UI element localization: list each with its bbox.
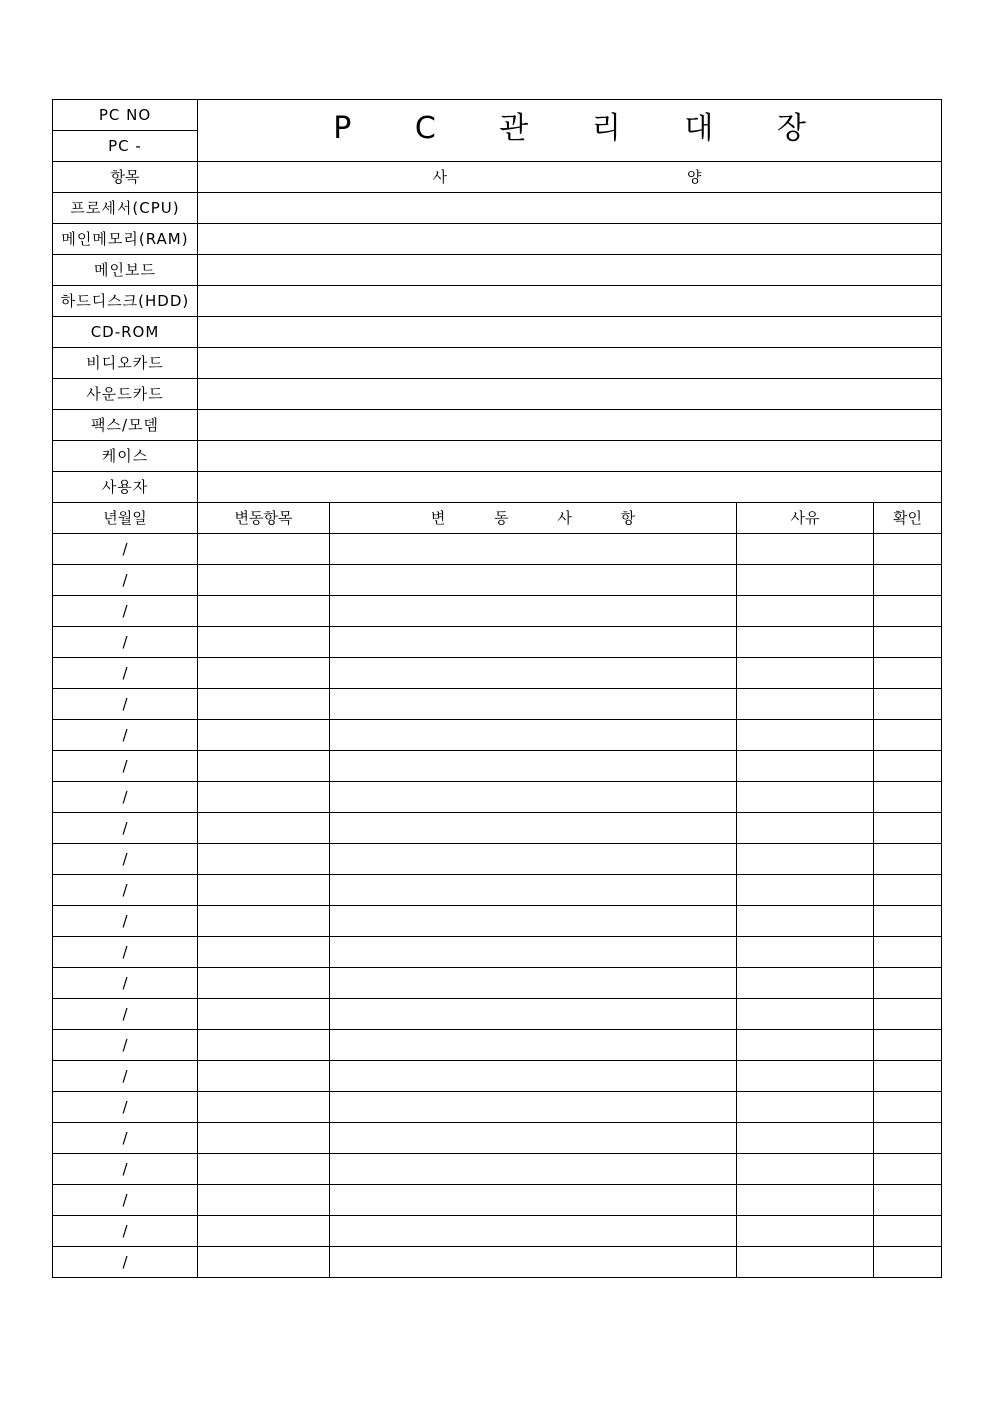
reason-field[interactable] <box>737 968 874 999</box>
reason-field[interactable] <box>737 658 874 689</box>
spec-item-label: 사운드카드 <box>53 379 198 410</box>
confirm-field[interactable] <box>874 1123 942 1154</box>
change-detail-column-header <box>330 503 737 534</box>
change-detail-field[interactable] <box>330 751 737 782</box>
change-detail-field[interactable] <box>330 906 737 937</box>
change-item-field[interactable] <box>198 1185 330 1216</box>
date-field[interactable]: / <box>53 627 198 658</box>
change-item-field[interactable] <box>198 1092 330 1123</box>
change-item-field[interactable] <box>198 534 330 565</box>
date-field[interactable]: / <box>53 937 198 968</box>
spec-item-label: 메인메모리(RAM) <box>53 224 198 255</box>
change-log-row <box>53 968 942 999</box>
spec-value-field[interactable] <box>198 317 942 348</box>
confirm-field[interactable] <box>874 751 942 782</box>
spec-item-label: 메인보드 <box>53 255 198 286</box>
date-field[interactable]: / <box>53 751 198 782</box>
spec-row <box>53 472 942 503</box>
pc-management-form <box>52 99 941 1278</box>
change-item-field[interactable] <box>198 627 330 658</box>
confirm-field[interactable] <box>874 1216 942 1247</box>
spec-item-label: 팩스/모뎀 <box>53 410 198 441</box>
change-detail-field[interactable] <box>330 1092 737 1123</box>
spec-item-label: CD-ROM <box>53 317 198 348</box>
change-item-field[interactable] <box>198 968 330 999</box>
confirm-field[interactable] <box>874 1092 942 1123</box>
spec-item-label: 하드디스크(HDD) <box>53 286 198 317</box>
confirm-field[interactable] <box>874 1247 942 1278</box>
reason-field[interactable] <box>737 906 874 937</box>
change-log-row <box>53 565 942 596</box>
confirm-field[interactable] <box>874 875 942 906</box>
reason-field[interactable] <box>737 534 874 565</box>
date-field[interactable]: / <box>53 1216 198 1247</box>
change-detail-header-text: 변 동 사 항 <box>430 509 658 527</box>
change-detail-field[interactable] <box>330 1185 737 1216</box>
change-item-field[interactable] <box>198 937 330 968</box>
change-detail-field[interactable] <box>330 720 737 751</box>
change-detail-field[interactable] <box>330 999 737 1030</box>
change-detail-field[interactable] <box>330 782 737 813</box>
reason-field[interactable] <box>737 813 874 844</box>
change-log-row <box>53 782 942 813</box>
change-detail-field[interactable] <box>330 1030 737 1061</box>
spec-item-label: 사용자 <box>53 472 198 503</box>
date-field[interactable]: / <box>53 999 198 1030</box>
spec-value-field[interactable] <box>198 348 942 379</box>
reason-field[interactable] <box>737 689 874 720</box>
date-field[interactable]: / <box>53 720 198 751</box>
date-field[interactable]: / <box>53 565 198 596</box>
date-field[interactable]: / <box>53 1092 198 1123</box>
date-field[interactable]: / <box>53 844 198 875</box>
reason-column-header: 사유 <box>737 503 874 534</box>
date-field[interactable]: / <box>53 534 198 565</box>
item-column-header: 항목 <box>53 162 198 193</box>
confirm-field[interactable] <box>874 1185 942 1216</box>
change-item-field[interactable] <box>198 1030 330 1061</box>
spec-item-label: 프로세서(CPU) <box>53 193 198 224</box>
change-detail-field[interactable] <box>330 658 737 689</box>
date-field[interactable]: / <box>53 1030 198 1061</box>
reason-field[interactable] <box>737 1123 874 1154</box>
change-log-row <box>53 627 942 658</box>
spec-row <box>53 193 942 224</box>
change-log-row <box>53 1030 942 1061</box>
date-field[interactable]: / <box>53 906 198 937</box>
confirm-field[interactable] <box>874 906 942 937</box>
confirm-field[interactable] <box>874 813 942 844</box>
change-log-row <box>53 596 942 627</box>
change-detail-field[interactable] <box>330 565 737 596</box>
reason-field[interactable] <box>737 875 874 906</box>
page-title <box>198 100 942 162</box>
change-detail-field[interactable] <box>330 1247 737 1278</box>
change-log-row <box>53 875 942 906</box>
change-item-field[interactable] <box>198 1154 330 1185</box>
spec-value-field[interactable] <box>198 193 942 224</box>
change-detail-field[interactable] <box>330 1154 737 1185</box>
spec-item-label: 케이스 <box>53 441 198 472</box>
confirm-field[interactable] <box>874 627 942 658</box>
pc-number-field[interactable]: PC - <box>53 131 198 162</box>
change-log-row <box>53 534 942 565</box>
change-log-row <box>53 689 942 720</box>
confirm-field[interactable] <box>874 1154 942 1185</box>
spec-row <box>53 348 942 379</box>
reason-field[interactable] <box>737 565 874 596</box>
change-log-row <box>53 1154 942 1185</box>
change-detail-field[interactable] <box>330 937 737 968</box>
reason-field[interactable] <box>737 627 874 658</box>
change-item-field[interactable] <box>198 782 330 813</box>
spec-header-right: 양 <box>687 168 702 186</box>
change-log-row <box>53 999 942 1030</box>
change-log-header-row <box>53 503 942 534</box>
change-item-field[interactable] <box>198 844 330 875</box>
change-item-field[interactable] <box>198 813 330 844</box>
reason-field[interactable] <box>737 937 874 968</box>
change-item-field[interactable] <box>198 689 330 720</box>
change-item-column-header: 변동항목 <box>198 503 330 534</box>
spec-item-label: 비디오카드 <box>53 348 198 379</box>
confirm-field[interactable] <box>874 596 942 627</box>
header-row-1 <box>53 100 942 131</box>
change-detail-field[interactable] <box>330 1123 737 1154</box>
change-item-field[interactable] <box>198 1216 330 1247</box>
confirm-field[interactable] <box>874 782 942 813</box>
change-log-row <box>53 937 942 968</box>
spec-row <box>53 317 942 348</box>
change-item-field[interactable] <box>198 565 330 596</box>
reason-field[interactable] <box>737 1030 874 1061</box>
change-item-field[interactable] <box>198 720 330 751</box>
date-field[interactable]: / <box>53 596 198 627</box>
change-item-field[interactable] <box>198 596 330 627</box>
date-field[interactable]: / <box>53 782 198 813</box>
reason-field[interactable] <box>737 999 874 1030</box>
date-field[interactable]: / <box>53 1061 198 1092</box>
date-field[interactable]: / <box>53 968 198 999</box>
change-detail-field[interactable] <box>330 534 737 565</box>
change-detail-field[interactable] <box>330 596 737 627</box>
confirm-field[interactable] <box>874 689 942 720</box>
pc-no-label: PC NO <box>53 100 198 131</box>
spec-header-left: 사 <box>432 168 447 186</box>
date-field[interactable]: / <box>53 875 198 906</box>
spec-row <box>53 379 942 410</box>
reason-field[interactable] <box>737 1216 874 1247</box>
spec-row <box>53 410 942 441</box>
reason-field[interactable] <box>737 751 874 782</box>
reason-field[interactable] <box>737 1061 874 1092</box>
spec-value-field[interactable] <box>198 441 942 472</box>
date-field[interactable]: / <box>53 1154 198 1185</box>
reason-field[interactable] <box>737 1092 874 1123</box>
confirm-field[interactable] <box>874 1061 942 1092</box>
spec-row <box>53 255 942 286</box>
change-detail-field[interactable] <box>330 627 737 658</box>
reason-field[interactable] <box>737 720 874 751</box>
spec-row <box>53 224 942 255</box>
confirm-field[interactable] <box>874 968 942 999</box>
change-detail-field[interactable] <box>330 844 737 875</box>
spec-row <box>53 441 942 472</box>
change-log-row <box>53 844 942 875</box>
date-field[interactable]: / <box>53 658 198 689</box>
spec-header-row <box>53 162 942 193</box>
change-log-row <box>53 720 942 751</box>
confirm-field[interactable] <box>874 565 942 596</box>
change-item-field[interactable] <box>198 1061 330 1092</box>
change-item-field[interactable] <box>198 906 330 937</box>
change-detail-field[interactable] <box>330 689 737 720</box>
reason-field[interactable] <box>737 782 874 813</box>
change-item-field[interactable] <box>198 1123 330 1154</box>
confirm-column-header: 확인 <box>874 503 942 534</box>
change-item-field[interactable] <box>198 1247 330 1278</box>
change-detail-field[interactable] <box>330 968 737 999</box>
change-item-field[interactable] <box>198 751 330 782</box>
confirm-field[interactable] <box>874 658 942 689</box>
reason-field[interactable] <box>737 1247 874 1278</box>
spec-value-field[interactable] <box>198 224 942 255</box>
confirm-field[interactable] <box>874 720 942 751</box>
spec-value-field[interactable] <box>198 472 942 503</box>
spec-value-field[interactable] <box>198 410 942 441</box>
change-item-field[interactable] <box>198 999 330 1030</box>
reason-field[interactable] <box>737 1154 874 1185</box>
change-detail-field[interactable] <box>330 1216 737 1247</box>
change-log-row <box>53 751 942 782</box>
change-log-row <box>53 1123 942 1154</box>
spec-row <box>53 286 942 317</box>
change-log-row <box>53 1061 942 1092</box>
spec-column-header <box>198 162 942 193</box>
change-log-row <box>53 813 942 844</box>
date-field[interactable]: / <box>53 1247 198 1278</box>
change-log-row <box>53 1092 942 1123</box>
form-table <box>52 99 942 1278</box>
date-field[interactable]: / <box>53 689 198 720</box>
change-detail-field[interactable] <box>330 813 737 844</box>
date-field[interactable]: / <box>53 813 198 844</box>
confirm-field[interactable] <box>874 844 942 875</box>
date-field[interactable]: / <box>53 1185 198 1216</box>
confirm-field[interactable] <box>874 534 942 565</box>
spec-value-field[interactable] <box>198 255 942 286</box>
change-log-row <box>53 906 942 937</box>
change-log-row <box>53 1247 942 1278</box>
reason-field[interactable] <box>737 596 874 627</box>
change-log-row <box>53 658 942 689</box>
date-column-header: 년월일 <box>53 503 198 534</box>
change-item-field[interactable] <box>198 875 330 906</box>
spec-value-field[interactable] <box>198 286 942 317</box>
change-log-row <box>53 1185 942 1216</box>
spec-value-field[interactable] <box>198 379 942 410</box>
change-detail-field[interactable] <box>330 875 737 906</box>
confirm-field[interactable] <box>874 1030 942 1061</box>
confirm-field[interactable] <box>874 937 942 968</box>
confirm-field[interactable] <box>874 999 942 1030</box>
change-item-field[interactable] <box>198 658 330 689</box>
change-detail-field[interactable] <box>330 1061 737 1092</box>
change-log-row <box>53 1216 942 1247</box>
reason-field[interactable] <box>737 1185 874 1216</box>
date-field[interactable]: / <box>53 1123 198 1154</box>
page-title-text: P C 관 리 대 장 <box>333 110 833 146</box>
reason-field[interactable] <box>737 844 874 875</box>
